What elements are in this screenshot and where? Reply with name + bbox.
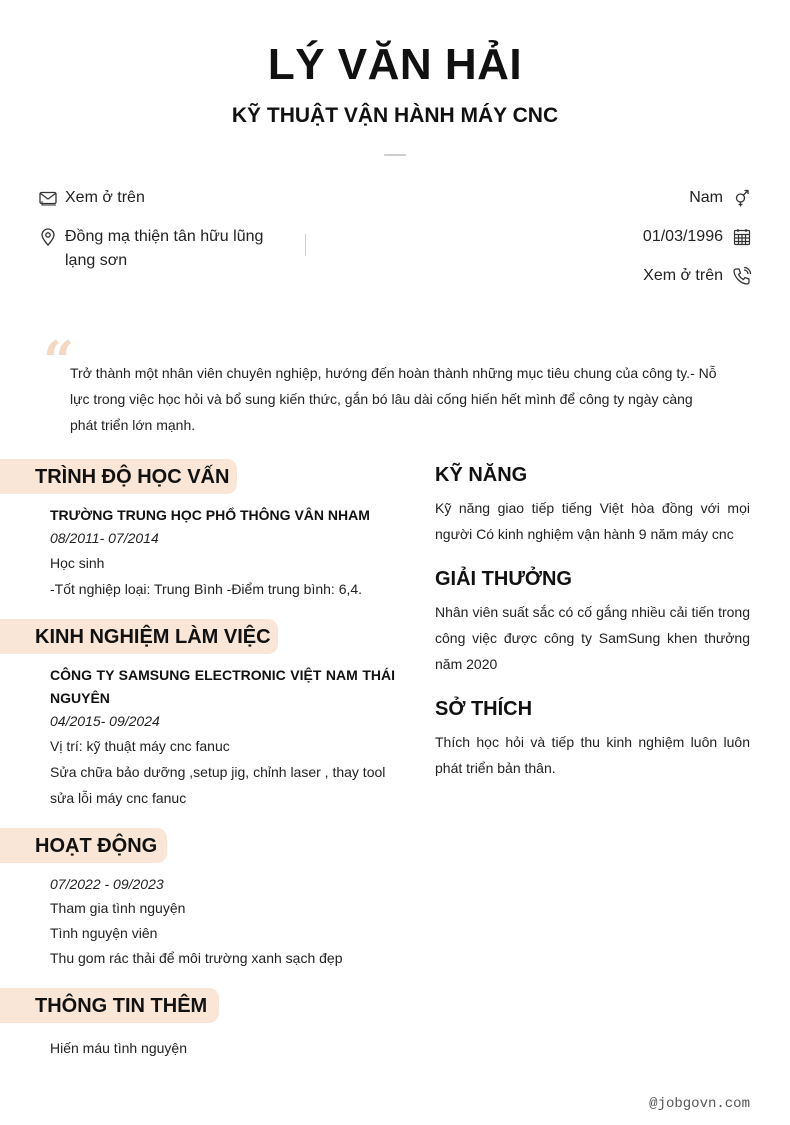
activities-heading: HOẠT ĐỘNG: [0, 828, 167, 863]
quote-icon: “: [43, 329, 75, 393]
experience-heading: KINH NGHIỆM LÀM VIỆC: [0, 619, 278, 654]
additional-info-text: Hiến máu tình nguyện: [50, 1040, 187, 1056]
experience-date: 04/2015- 09/2024: [50, 713, 160, 729]
activities-date: 07/2022 - 09/2023: [50, 876, 164, 892]
skills-heading: KỸ NĂNG: [435, 464, 528, 486]
contact-phone: [492, 264, 752, 288]
location-pin-icon: [38, 227, 58, 247]
awards-text: Nhân viên suất sắc có cố gắng nhiều cải tiến trong công việc được công ty SamSung khen thưởng năm 2020: [435, 604, 750, 672]
birthday-value: 01/03/1996: [642, 228, 723, 245]
company-name: CÔNG TY SAMSUNG ELECTRONIC VIỆT NAM THÁI NGUYÊN: [50, 667, 395, 706]
skills-text: Kỹ năng giao tiếp tiếng Việt hòa đồng với mọi người Có kinh nghiệm vận hành 9 năm máy cnc: [435, 500, 750, 542]
education-major: Học sinh: [50, 555, 105, 571]
calendar-icon: [732, 227, 752, 247]
education-result: -Tốt nghiệp loại: Trung Bình -Điểm trung bình: 6,4.: [50, 581, 363, 597]
activities-description: Thu gom rác thải để môi trường xanh sạch đẹp: [50, 950, 343, 966]
contact-divider: [305, 234, 306, 256]
contact-gender: [492, 186, 752, 210]
hobbies-text: Thích học hỏi và tiếp thu kinh nghiệm luôn luôn phát triển bản thân.: [435, 734, 750, 776]
additional-info-heading: THÔNG TIN THÊM: [0, 988, 219, 1023]
education-block: [50, 504, 395, 602]
email-value: Xem ở trên: [65, 189, 145, 206]
job-title: KỸ THUẬT VẬN HÀNH MÁY CNC: [231, 104, 559, 127]
activities-block: [50, 873, 395, 971]
experience-position: Vị trí: kỹ thuật máy cnc fanuc: [50, 738, 230, 754]
education-heading: TRÌNH ĐỘ HỌC VẤN: [0, 459, 237, 494]
contact-email: [38, 186, 298, 210]
additional-info-block: [50, 1035, 395, 1061]
address-value: Đồng mạ thiện tân hữu lũng lạng sơn: [65, 228, 264, 269]
activities-title: Tham gia tình nguyện: [50, 900, 186, 916]
footer-watermark: @jobgovn.com: [649, 1096, 750, 1112]
mail-icon: [38, 188, 58, 208]
contact-address: [38, 225, 298, 273]
candidate-name: LÝ VĂN HẢI: [267, 40, 523, 89]
career-objective: Trở thành một nhân viên chuyên nghiệp, hướng đến hoàn thành những mục tiêu chung của công ty.- Nỗ lực trong việc học hỏi và bổ sung kiến thức, gắn bó lâu dài cống hiến hết mình để công ty ngày càng phát triển lớn mạnh.: [70, 365, 717, 433]
gender-icon: [732, 188, 752, 208]
contact-right: [492, 186, 752, 303]
awards-heading: GIẢI THƯỞNG: [435, 568, 572, 590]
gender-value: Nam: [689, 189, 723, 206]
experience-description: Sửa chữa bảo dưỡng ,setup jig, chỉnh laser , thay tool sửa lỗi máy cnc fanuc: [50, 764, 386, 806]
contact-birthday: [492, 225, 752, 249]
phone-icon: [732, 266, 752, 286]
education-date: 08/2011- 07/2014: [50, 530, 159, 546]
hobbies-heading: SỞ THÍCH: [435, 698, 533, 720]
phone-value: Xem ở trên: [643, 267, 723, 284]
contact-left: [38, 186, 298, 288]
activities-role: Tình nguyện viên: [50, 925, 158, 941]
title-divider: [384, 154, 406, 156]
school-name: TRƯỜNG TRUNG HỌC PHỔ THÔNG VÂN NHAM: [50, 507, 370, 523]
experience-block: [50, 664, 395, 811]
